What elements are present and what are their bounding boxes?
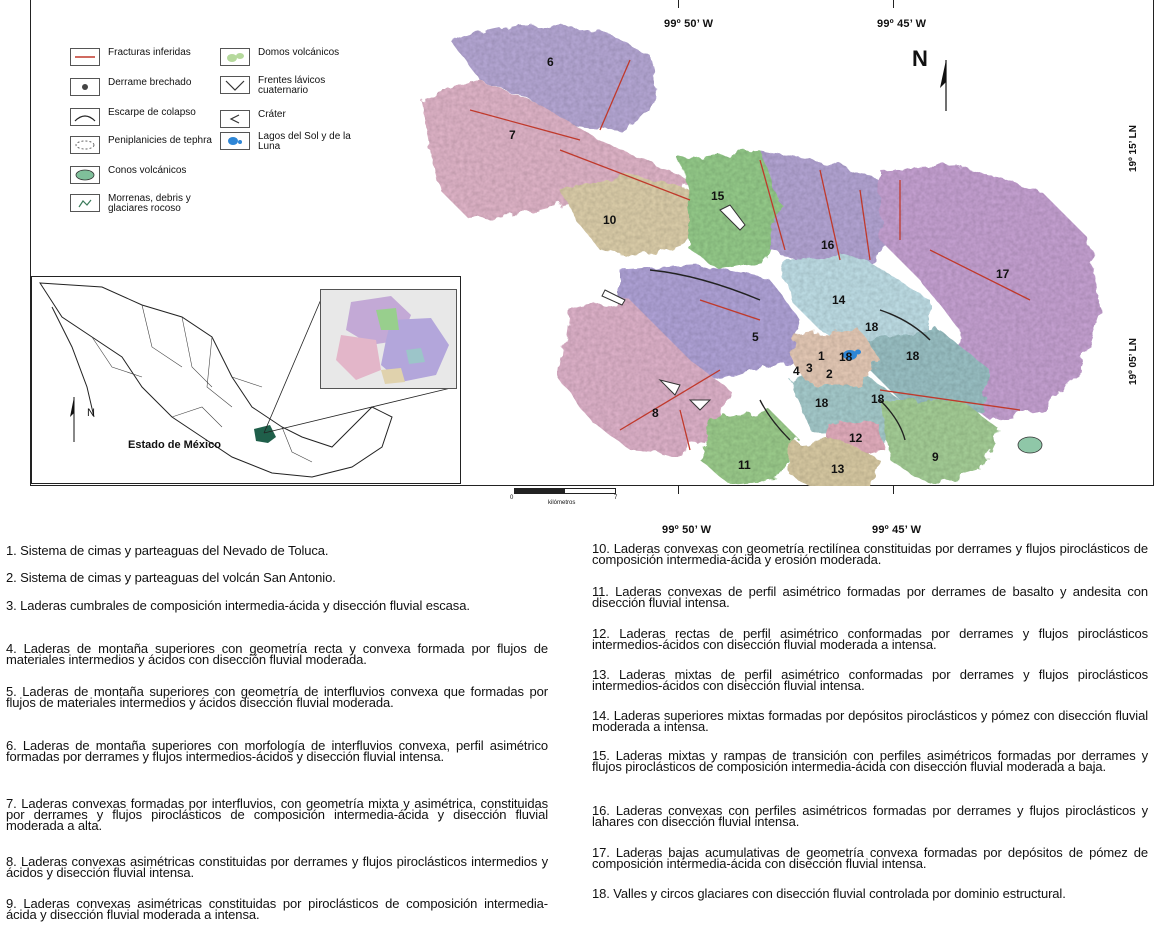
- unit-label-7: 7: [509, 128, 516, 142]
- coord-lat-lower: 19º 05’ LN: [1128, 337, 1139, 385]
- volcanic-dome-icon: [220, 48, 250, 66]
- unit-label-8: 8: [652, 406, 659, 420]
- scale-unit: kilómetros: [548, 500, 576, 506]
- legend-fractures: Fracturas inferidas: [70, 48, 218, 66]
- outlying-cone: [1018, 437, 1042, 453]
- legend-moraines: Morrenas, debris y glaciares rocoso: [70, 194, 218, 214]
- description-9: 9. Laderas convexas asimétricas constituidas por piroclásticos de composición intermedia-ácida y disección fluvial moderada a intensa.: [6, 896, 548, 922]
- inset-north: N: [87, 407, 95, 419]
- tick-top-right: [893, 0, 894, 8]
- unit-label-18-b: 18: [906, 349, 920, 363]
- map-legend: [70, 47, 351, 228]
- description-5: 5. Laderas de montaña superiores con geometría de interfluvios convexa que formadas por flujos de materiales intermedios y ácidos disección fluvial moderada.: [6, 684, 548, 710]
- scale-bar: [510, 486, 620, 508]
- legend-domes: Domos volcánicos: [220, 48, 368, 66]
- description-3: 3. Laderas cumbrales de composición intermedia-ácida y disección fluvial escasa.: [6, 598, 470, 613]
- unit-label-13: 13: [831, 462, 845, 476]
- unit-11-area: [700, 410, 800, 485]
- coord-bottom-left: 99º 50’ W: [662, 524, 712, 536]
- scale-end: 7: [614, 495, 618, 501]
- description-1: 1. Sistema de cimas y parteaguas del Nevado de Toluca.: [6, 543, 329, 558]
- north-arrow: [912, 46, 928, 72]
- coord-top-left: 99º 50’ W: [664, 18, 714, 30]
- estado-label: Estado de México: [128, 439, 221, 451]
- unit-label-18-d: 18: [871, 392, 885, 406]
- unit-label-16: 16: [821, 238, 835, 252]
- collapse-scarp-icon: [70, 108, 100, 126]
- unit-label-12: 12: [849, 431, 863, 445]
- tick-top-left: [678, 0, 679, 8]
- north-label: N: [912, 46, 928, 71]
- coord-top-right: 99º 45’ W: [877, 18, 927, 30]
- legend-lakes: Lagos del Sol y de la Luna: [220, 132, 368, 152]
- lava-front-icon: [220, 76, 250, 94]
- description-15: 15. Laderas mixtas y rampas de transición con perfiles asimétricos formadas por derrames y flujos piroclásticos de composición intermedia-ácida con disección fluvial moderada a baja.: [592, 748, 1148, 774]
- legend-crater: Cráter: [220, 110, 368, 128]
- location-inset: [31, 276, 461, 484]
- unit-label-18-e: 18: [839, 350, 853, 364]
- coord-bottom-right: 99º 45’ W: [872, 524, 922, 536]
- moraine-icon: [70, 194, 100, 212]
- tick-bottom-right: [893, 486, 894, 494]
- unit-label-11: 11: [738, 458, 751, 472]
- unit-label-10: 10: [603, 213, 617, 227]
- unit-label-5: 5: [752, 330, 759, 344]
- scale-start: 0: [510, 495, 514, 501]
- unit-label-14: 14: [832, 293, 846, 307]
- description-14: 14. Laderas superiores mixtas formadas por depósitos piroclásticos y pómez con disección fluvial moderada a intensa.: [592, 708, 1148, 734]
- description-11: 11. Laderas convexas de perfil asimétrico formadas por derrames de basalto y andesita con disección fluvial intensa.: [592, 584, 1148, 610]
- fracture-line-icon: [70, 48, 100, 66]
- legend-tephra: Peniplanicies de tephra: [70, 136, 218, 154]
- lake-luna: [855, 350, 861, 355]
- crater-icon: [220, 110, 250, 128]
- volcanic-cone-icon: [70, 166, 100, 184]
- description-8: 8. Laderas convexas asimétricas constituidas por derrames y flujos piroclásticos intermedios y ácidos y disección fluvial intensa.: [6, 854, 548, 880]
- description-12: 12. Laderas rectas de perfil asimétrico conformadas por derrames y flujos piroclásticos intermedios-ácidos con disección fluvial moderada a intensa.: [592, 626, 1148, 652]
- coord-lat-upper: 19º 15’ LN: [1128, 124, 1139, 172]
- unit-label-18-a: 18: [865, 320, 879, 334]
- unit-label-18-c: 18: [815, 396, 829, 410]
- description-16: 16. Laderas convexas con perfiles asimétricos formadas por derrames y flujos piroclásticos y lahares con disección fluvial intensa.: [592, 803, 1148, 829]
- unit-label-3: 3: [806, 361, 813, 375]
- description-10: 10. Laderas convexas con geometría rectilínea constituidas por derrames y flujos piroclásticos de composición intermedia-ácida y erosión moderada.: [592, 541, 1148, 567]
- north-arrow-icon: [936, 58, 956, 113]
- lake-icon: [220, 132, 250, 150]
- breccia-flow-icon: [70, 78, 100, 96]
- relief-thumbnail: [320, 289, 457, 389]
- description-2: 2. Sistema de cimas y parteaguas del volcán San Antonio.: [6, 570, 336, 585]
- unit-label-6: 6: [547, 55, 554, 69]
- tephra-plain-icon: [70, 136, 100, 154]
- legend-lava-fronts: Frentes lávicos cuaternario: [220, 76, 368, 96]
- unit-label-9: 9: [932, 450, 939, 464]
- legend-breccia: Derrame brechado: [70, 78, 218, 96]
- unit-10-area: [560, 175, 700, 255]
- unit-label-2: 2: [826, 367, 833, 381]
- unit-16-area: [760, 150, 900, 270]
- legend-scarp: Escarpe de colapso: [70, 108, 218, 126]
- description-6: 6. Laderas de montaña superiores con morfología de interfluvios convexa, perfil asimétrico formadas por derrames y flujos intermedios-ácidos y disección fluvial intensa.: [6, 738, 548, 764]
- legend-cones: Conos volcánicos: [70, 166, 218, 184]
- unit-label-1: 1: [818, 349, 825, 363]
- description-17: 17. Laderas bajas acumulativas de geometría convexa formadas por depósitos de pómez de composición intermedia-ácida con disección fluvial intensa.: [592, 845, 1148, 871]
- description-18: 18. Valles y circos glaciares con disección fluvial controlada por dominio estructural.: [592, 886, 1066, 901]
- unit-label-17: 17: [996, 267, 1010, 281]
- unit-label-4: 4: [793, 364, 800, 378]
- description-4: 4. Laderas de montaña superiores con geometría recta y convexa formada por flujos de materiales intermedios y ácidos con disección fluvial moderada.: [6, 641, 548, 667]
- unit-label-15: 15: [711, 189, 725, 203]
- description-7: 7. Laderas convexas formadas por interfluvios, con geometría mixta y asimétrica, constituidas por derrames y flujos piroclásticos de composición intermedia-ácida y disección fluvial moderada a alta.: [6, 796, 548, 833]
- description-13: 13. Laderas mixtas de perfil asimétrico conformadas por derrames y flujos piroclásticos intermedios-ácidos con disección fluvial intensa.: [592, 667, 1148, 693]
- tick-bottom-left: [678, 486, 679, 494]
